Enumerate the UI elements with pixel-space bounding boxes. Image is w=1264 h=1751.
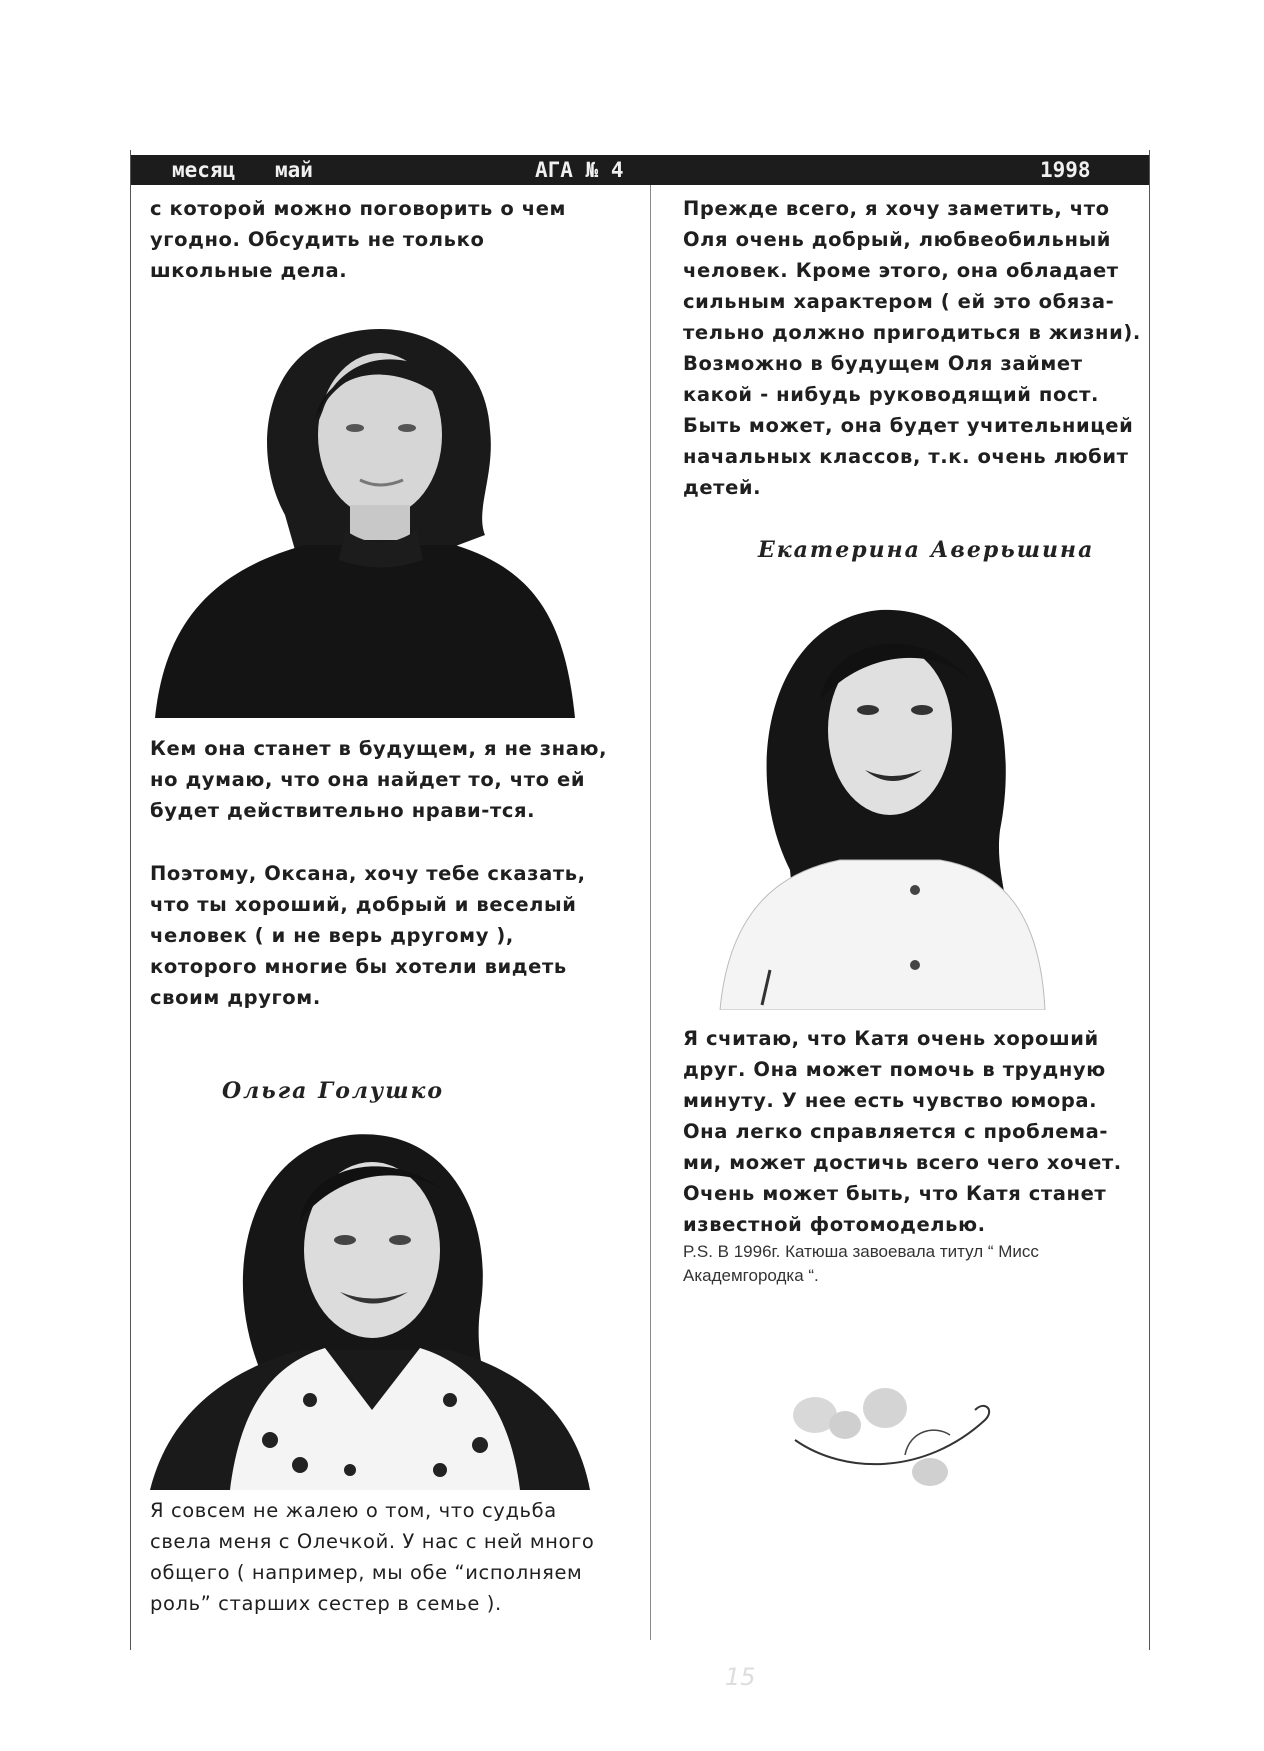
portrait-photo-oksana xyxy=(155,300,575,718)
caption-ekaterina: Екатерина Аверьшина xyxy=(758,537,1095,563)
column-divider xyxy=(650,185,651,1640)
caption-olga: Ольга Голушко xyxy=(222,1078,445,1104)
portrait-photo-olga xyxy=(150,1110,590,1490)
flower-ornament xyxy=(785,1380,1005,1490)
portrait-photo-ekaterina xyxy=(700,580,1050,1010)
right-paragraph-1: Прежде всего, я хочу заметить, что Оля очень добрый, любвеобильный человек. Кроме этого, она обладает сильным характером ( ей это обяза-тельно должно пригодиться в жизни). Возможно в будущем Оля займет какой - нибудь руководящий пост. Быть может, она будет учительницей начальных классов, т.к. очень любит детей. xyxy=(683,197,1141,499)
left-frame-line xyxy=(130,150,131,1650)
right-frame-line xyxy=(1149,150,1150,1650)
header-month-label: месяц xyxy=(172,158,236,182)
header-year: 1998 xyxy=(1040,158,1091,182)
header-issue: АГА № 4 xyxy=(535,158,624,182)
left-paragraph-3: Поэтому, Оксана, хочу тебе сказать, что ты хороший, добрый и веселый человек ( и не верь другому ), которого многие бы хотели видеть своим другом. xyxy=(150,862,586,1009)
postscript: P.S. В 1996г. Катюша завоевала титул “ Мисс Академгородка “. xyxy=(683,1242,1039,1285)
left-paragraph-2: Кем она станет в будущем, я не знаю, но думаю, что она найдет то, что ей будет действительно нрави-тся. xyxy=(150,737,608,822)
left-paragraph-1: с которой можно поговорить о чем угодно. Обсудить не только школьные дела. xyxy=(150,197,567,282)
right-paragraph-2: Я считаю, что Катя очень хороший друг. Она может помочь в трудную минуту. У нее есть чувство юмора. Она легко справляется с проблема-ми, может достичь всего чего хочет. Очень может быть, что Катя станет известной фотомоделью. xyxy=(683,1027,1122,1236)
page-number: 15 xyxy=(725,1663,756,1691)
header-month: май xyxy=(275,158,313,182)
header-bar xyxy=(130,155,1150,185)
left-paragraph-4: Я совсем не жалею о том, что судьба свела меня с Олечкой. У нас с ней много общего ( например, мы обе “исполняем роль” старших сестер в семье ). xyxy=(150,1499,595,1615)
